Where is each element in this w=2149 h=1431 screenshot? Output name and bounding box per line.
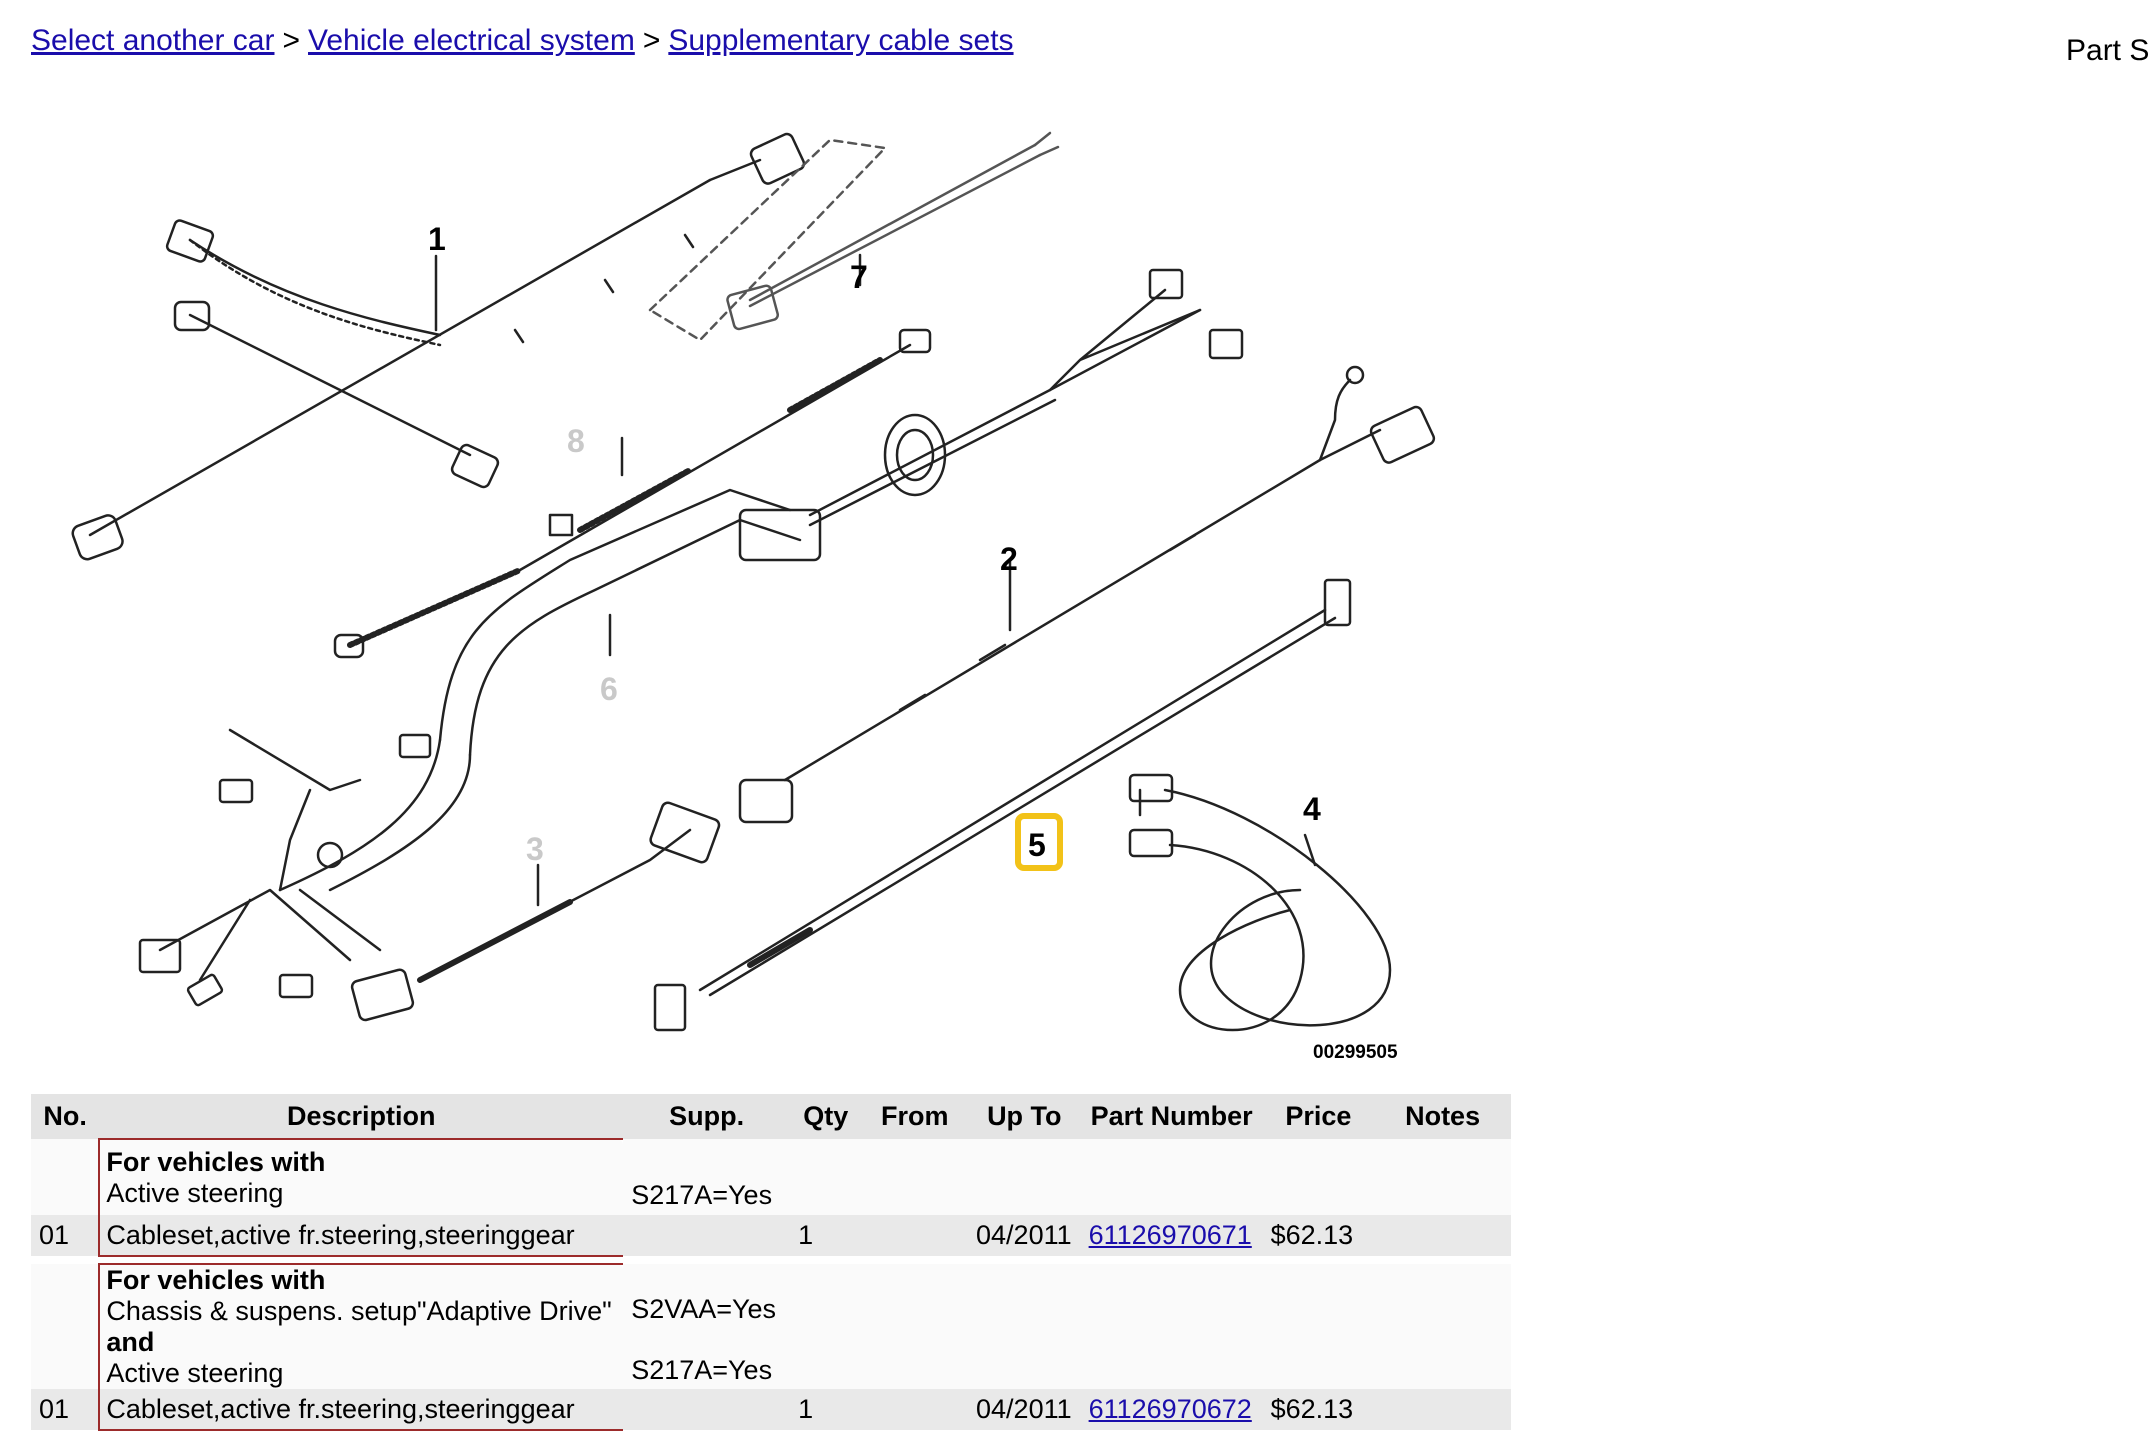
callout-8[interactable]: 8: [567, 423, 585, 459]
item-price: $62.13: [1263, 1215, 1375, 1256]
item-qty: 1: [790, 1389, 861, 1430]
col-header-qty: Qty: [790, 1094, 861, 1139]
callout-3[interactable]: 3: [526, 831, 544, 867]
callout-4[interactable]: 4: [1303, 791, 1321, 827]
item-no: 01: [31, 1389, 99, 1430]
parts-table: [31, 1094, 1511, 1431]
harness-1: [71, 132, 806, 561]
callout-6[interactable]: 6: [600, 671, 618, 707]
callout-7[interactable]: 7: [850, 259, 868, 295]
item-part-number-cell: [1081, 1215, 1263, 1256]
table-header-row: [31, 1094, 1511, 1139]
harness-4: [1130, 775, 1390, 1030]
part-search-label: Part S: [2066, 34, 2149, 67]
condition-text: Chassis & suspens. setup"Adaptive Drive": [106, 1296, 612, 1326]
breadcrumb-separator: >: [642, 24, 661, 57]
condition-text: Active steering: [106, 1177, 284, 1208]
item-up-to: 04/2011: [968, 1215, 1081, 1256]
item-supp: [623, 1389, 790, 1430]
callout-5[interactable]: 5: [1028, 827, 1046, 863]
item-notes: [1374, 1389, 1511, 1430]
col-header-from: From: [861, 1094, 968, 1139]
condition-supp: S217A=Yes: [623, 1139, 790, 1215]
condition-connector: and: [106, 1327, 155, 1357]
condition-supp-1: S2VAA=Yes: [631, 1294, 777, 1324]
breadcrumb: [31, 24, 1014, 58]
col-header-up-to: Up To: [968, 1094, 1081, 1139]
col-header-notes: Notes: [1374, 1094, 1511, 1139]
col-header-supp: Supp.: [623, 1094, 790, 1139]
part-number-link[interactable]: 61126970672: [1088, 1394, 1252, 1424]
harness-6: [140, 270, 1242, 1006]
col-header-price: Price: [1263, 1094, 1375, 1139]
callout-2[interactable]: 2: [1000, 541, 1018, 577]
item-part-number-cell: [1081, 1389, 1263, 1430]
item-supp: [623, 1215, 790, 1256]
condition-title: For vehicles with: [106, 1265, 326, 1295]
condition-row: [31, 1264, 1511, 1389]
group-spacer: [31, 1256, 1511, 1264]
item-price: $62.13: [1263, 1389, 1375, 1430]
table-row[interactable]: [31, 1389, 1511, 1430]
item-from: [861, 1215, 968, 1256]
harness-8: [335, 330, 930, 657]
table-row[interactable]: [31, 1215, 1511, 1256]
item-description: Cableset,active fr.steering,steeringgear: [99, 1215, 623, 1256]
item-from: [861, 1389, 968, 1430]
parts-diagram-svg: [50, 90, 1450, 1080]
diagram-id: 00299505: [1313, 1042, 1398, 1063]
item-no: 01: [31, 1215, 99, 1256]
item-qty: 1: [790, 1215, 861, 1256]
item-description: Cableset,active fr.steering,steeringgear: [99, 1389, 623, 1430]
harness-7: [650, 133, 1058, 340]
condition-title: For vehicles with: [106, 1146, 326, 1177]
part-number-link[interactable]: 61126970671: [1088, 1220, 1252, 1250]
condition-description: [99, 1264, 623, 1389]
breadcrumb-vehicle-electrical[interactable]: Vehicle electrical system: [308, 24, 635, 57]
breadcrumb-supplementary-cables[interactable]: Supplementary cable sets: [668, 24, 1014, 57]
condition-supp-2: S217A=Yes: [631, 1355, 773, 1385]
col-header-no: No.: [31, 1094, 99, 1139]
condition-description: [99, 1139, 623, 1215]
condition-supp: [623, 1264, 790, 1389]
condition-row: [31, 1139, 1511, 1215]
parts-diagram: [50, 90, 1450, 1080]
col-header-part-number: Part Number: [1081, 1094, 1263, 1139]
callout-1[interactable]: 1: [428, 221, 446, 257]
condition-text: Active steering: [106, 1358, 284, 1388]
breadcrumb-separator: >: [282, 24, 301, 57]
breadcrumb-select-car[interactable]: Select another car: [31, 24, 275, 57]
col-header-description: Description: [99, 1094, 623, 1139]
item-up-to: 04/2011: [968, 1389, 1081, 1430]
item-notes: [1374, 1215, 1511, 1256]
